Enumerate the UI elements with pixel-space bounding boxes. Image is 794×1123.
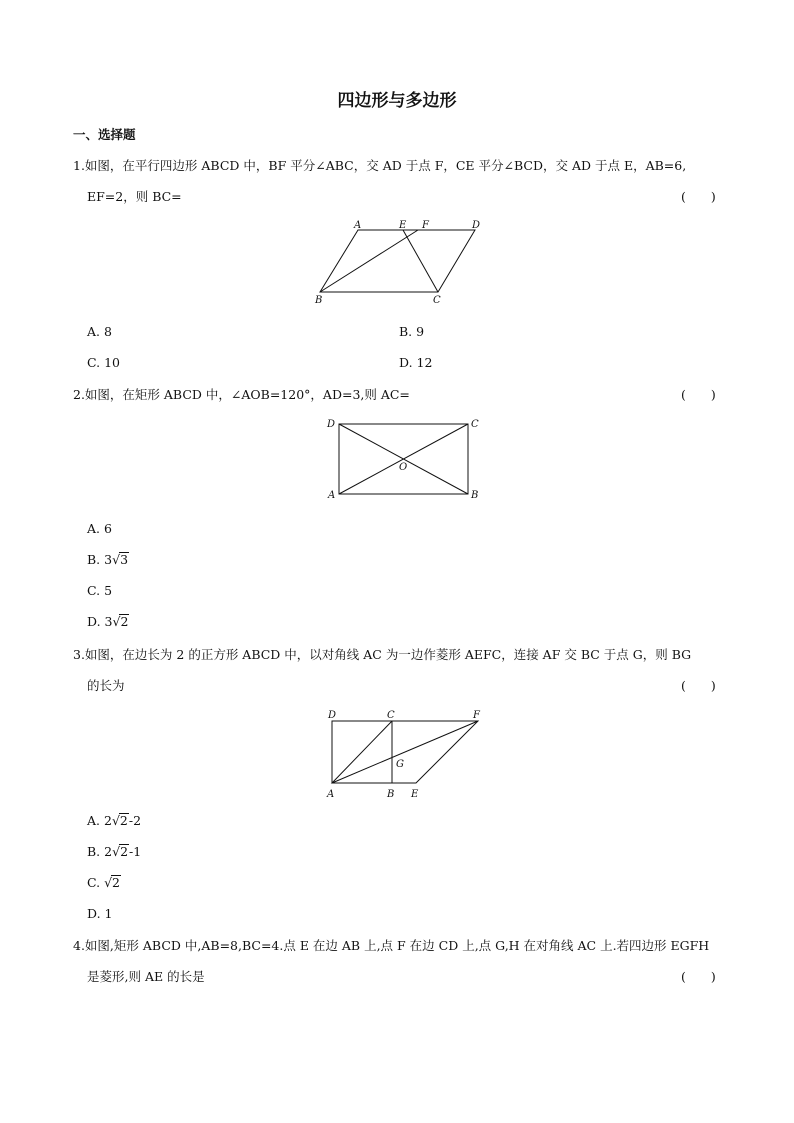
q2-label-c: C: [471, 419, 479, 430]
q3-stem-line2: 的长为: [87, 678, 125, 693]
q2-option-d-radicand: 2: [120, 614, 129, 629]
q1-option-d[interactable]: D. 12: [399, 355, 433, 370]
q3-option-c[interactable]: [87, 875, 121, 890]
q3-option-a-suffix: -2: [128, 813, 142, 828]
q1-figure: [310, 218, 490, 306]
q2-figure: [325, 415, 485, 505]
q3-figure: [320, 705, 495, 803]
q3-label-d: D: [328, 710, 337, 721]
q1-label-a: A: [354, 220, 362, 231]
q2-option-a[interactable]: A. 6: [87, 521, 112, 536]
q1-parallelogram: [320, 230, 475, 292]
q1-stem-line2: EF=2，则 BC=: [87, 189, 182, 204]
sqrt-icon: √: [112, 614, 121, 629]
q2-option-b[interactable]: [87, 552, 129, 567]
q4-answer-paren: ( ): [681, 969, 716, 984]
q1-label-d: D: [472, 220, 481, 231]
q2-answer-paren: ( ): [681, 387, 716, 402]
q3-option-c-prefix: C.: [87, 875, 105, 890]
sqrt-icon: √: [104, 875, 113, 890]
q3-label-f: F: [473, 710, 480, 721]
q3-label-a: A: [327, 789, 335, 800]
q3-answer-paren: ( ): [681, 678, 716, 693]
q3-label-b: B: [387, 789, 395, 800]
q2-label-a: A: [328, 490, 336, 501]
q3-option-c-radicand: 2: [112, 875, 120, 890]
q4-stem-line2: 是菱形,则 AE 的长是: [87, 969, 205, 984]
sqrt-icon: √: [112, 552, 121, 567]
q3-option-b-suffix: -1: [129, 844, 142, 859]
q1-option-b[interactable]: B. 9: [399, 324, 425, 339]
q3-option-b[interactable]: [87, 844, 141, 859]
q2-option-b-prefix: B. 3: [87, 552, 113, 567]
q2-stem-line1: 2.如图，在矩形 ABCD 中，∠AOB=120°，AD=3,则 AC=: [73, 387, 410, 402]
q1-segment-bf: [320, 230, 418, 292]
q2-option-c[interactable]: C. 5: [87, 583, 113, 598]
q3-option-b-radicand: 2: [120, 844, 129, 859]
q2-label-o: O: [399, 462, 408, 473]
q2-label-b: B: [471, 490, 479, 501]
q1-label-c: C: [433, 295, 441, 306]
q1-segment-ce: [403, 230, 438, 292]
q3-label-c: C: [387, 710, 395, 721]
q1-stem-line1: 1.如图，在平行四边形 ABCD 中，BF 平分∠ABC，交 AD 于点 F，CE 平分∠BCD，交 AD 于点 E，AB=6,: [73, 158, 687, 173]
q2-label-d: D: [327, 419, 336, 430]
q1-label-e: E: [399, 220, 407, 231]
q3-option-a-prefix: A. 2: [87, 813, 112, 828]
section-heading: 一、选择题: [73, 127, 136, 142]
sqrt-icon: √: [111, 813, 120, 828]
q1-option-c[interactable]: C. 10: [87, 355, 120, 370]
page-title: 四边形与多边形: [337, 91, 457, 111]
q1-option-a[interactable]: A. 8: [87, 324, 112, 339]
q3-option-a[interactable]: [87, 813, 141, 828]
q1-label-b: B: [315, 295, 323, 306]
q4-stem-line1: 4.如图,矩形 ABCD 中,AB=8,BC=4.点 E 在边 AB 上,点 F 在边 CD 上,点 G,H 在对角线 AC 上.若四边形 EGFH: [73, 938, 710, 953]
q3-diagonal-af: [332, 721, 478, 783]
q3-option-b-prefix: B. 2: [87, 844, 113, 859]
q3-stem-line1: 3.如图，在边长为 2 的正方形 ABCD 中，以对角线 AC 为一边作菱形 AEFC，连接 AF 交 BC 于点 G，则 BG: [73, 647, 692, 662]
q2-option-b-radicand: 3: [120, 552, 129, 567]
q3-option-d[interactable]: D. 1: [87, 906, 113, 921]
q3-option-a-radicand: 2: [119, 813, 128, 828]
q2-option-d[interactable]: [87, 614, 129, 629]
q2-option-d-prefix: D. 3: [87, 614, 113, 629]
q1-label-f: F: [422, 220, 429, 231]
sqrt-icon: √: [112, 844, 121, 859]
q3-label-g: G: [396, 759, 404, 770]
q1-answer-paren: ( ): [681, 189, 716, 204]
q3-label-e: E: [411, 789, 419, 800]
